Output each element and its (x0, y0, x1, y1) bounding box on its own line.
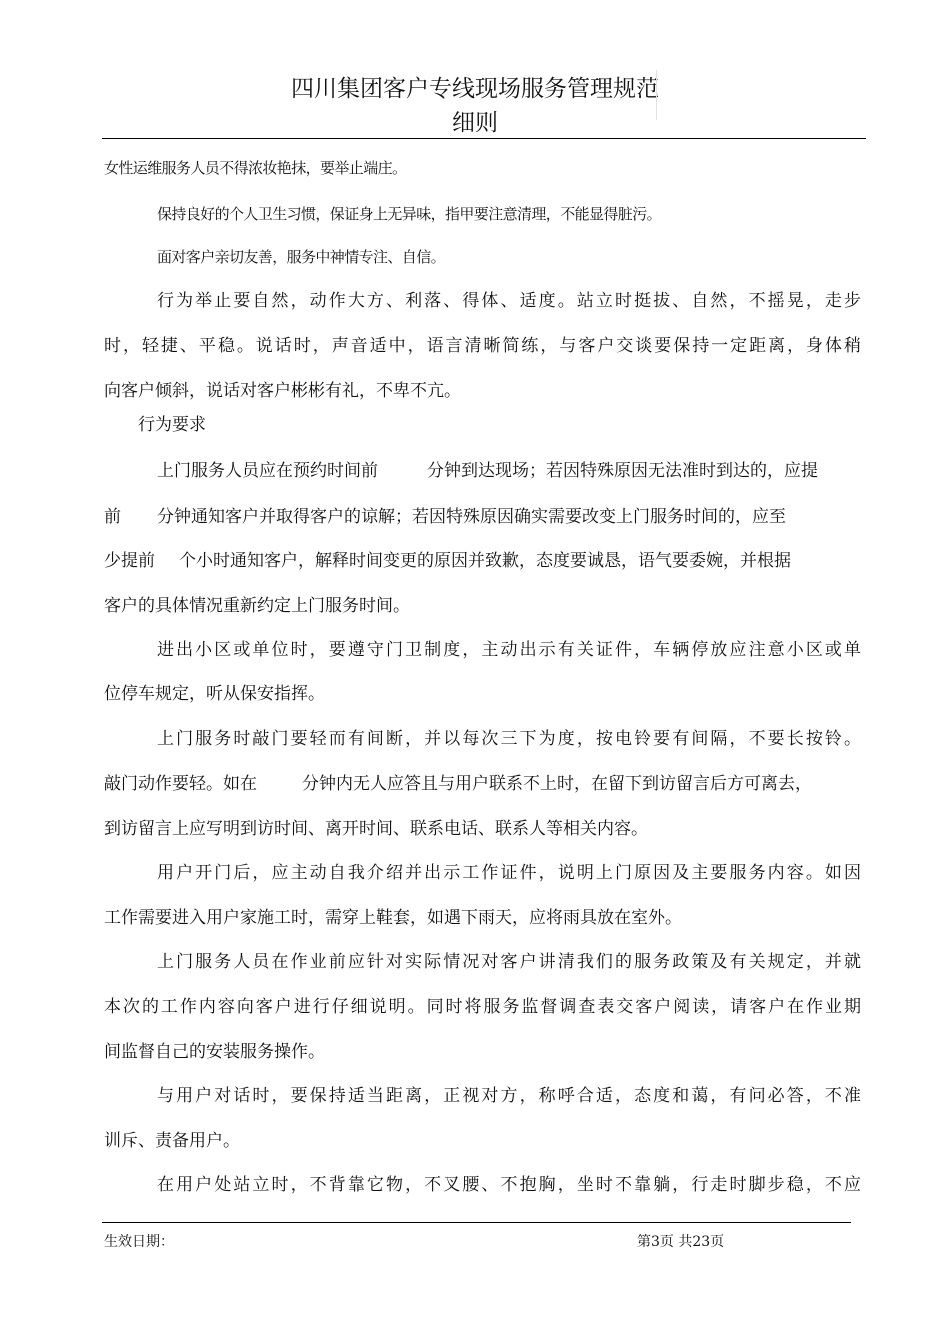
body-line: 敲门动作要轻。如在 (104, 774, 257, 794)
body-line: 上门服务时敲门要轻而有间断，并以每次三下为度，按电铃要有间隔，不要长按铃。 (157, 729, 861, 749)
body-line: 分钟到达现场；若因特殊原因无法准时到达的，应提 (427, 461, 818, 481)
effective-date-label: 生效日期： (104, 1234, 174, 1250)
body-line: 个小时通知客户，解释时间变更的原因并致歉，态度要诚恳，语气要委婉，并根据 (179, 551, 791, 571)
body-line: 到访留言上应写明到访时间、离开时间、联系电话、联系人等相关内容。 (104, 819, 648, 839)
body-line: 少提前 (104, 551, 155, 571)
body-line: 女性运维服务人员不得浓妆艳抹，要举止端庄。 (104, 159, 407, 177)
body-line: 工作需要进入用户家施工时，需穿上鞋套，如遇下雨天，应将雨具放在室外。 (104, 908, 682, 928)
body-line: 保持良好的个人卫生习惯，保证身上无异味，指甲要注意清理，不能显得脏污。 (157, 205, 662, 223)
body-line: 面对客户亲切友善，服务中神情专注、自信。 (157, 248, 446, 266)
body-line: 客户的具体情况重新约定上门服务时间。 (104, 596, 410, 616)
body-line: 在用户处站立时，不背靠它物，不叉腰、不抱胸，坐时不靠躺，行走时脚步稳，不应 (157, 1175, 861, 1195)
body-line: 时，轻捷、平稳。说话时，声音适中，语言清晰简练，与客户交谈要保持一定距离，身体稍 (104, 336, 861, 356)
body-line: 分钟通知客户并取得客户的谅解；若因特殊原因确实需要改变上门服务时间的，应至 (157, 507, 786, 527)
page-number: 第3页 共23页 (637, 1234, 725, 1250)
body-line: 与用户对话时，要保持适当距离，正视对方，称呼合适，态度和蔼，有问必答，不准 (157, 1086, 861, 1106)
footer-rule (102, 1222, 851, 1223)
header-divider-mark (656, 70, 657, 120)
body-line: 进出小区或单位时，要遵守门卫制度，主动出示有关证件，车辆停放应注意小区或单 (157, 640, 861, 660)
document-title-line-2: 细则 (452, 110, 498, 136)
section-heading: 行为要求 (138, 415, 206, 435)
body-line: 上门服务人员在作业前应针对实际情况对客户讲清我们的服务政策及有关规定，并就 (157, 952, 861, 972)
body-line: 用户开门后，应主动自我介绍并出示工作证件，说明上门原因及主要服务内容。如因 (157, 863, 861, 883)
header-rule (102, 138, 866, 139)
body-line: 位停车规定，听从保安指挥。 (104, 684, 325, 704)
body-line: 训斥、责备用户。 (104, 1131, 240, 1151)
body-line: 向客户倾斜，说话对客户彬彬有礼，不卑不亢。 (104, 381, 461, 401)
body-line: 上门服务人员应在预约时间前 (157, 461, 378, 481)
body-line: 本次的工作内容向客户进行仔细说明。同时将服务监督调查表交客户阅读，请客户在作业期 (104, 997, 861, 1017)
document-title-line-1: 四川集团客户专线现场服务管理规范 (291, 76, 659, 102)
body-line: 间监督自己的安装服务操作。 (104, 1042, 325, 1062)
body-line: 行为举止要自然，动作大方、利落、得体、适度。站立时挺拔、自然，不摇晃，走步 (157, 291, 861, 311)
body-line: 前 (104, 507, 121, 527)
body-line: 分钟内无人应答且与用户联系不上时，在留下到访留言后方可离去， (302, 774, 812, 794)
